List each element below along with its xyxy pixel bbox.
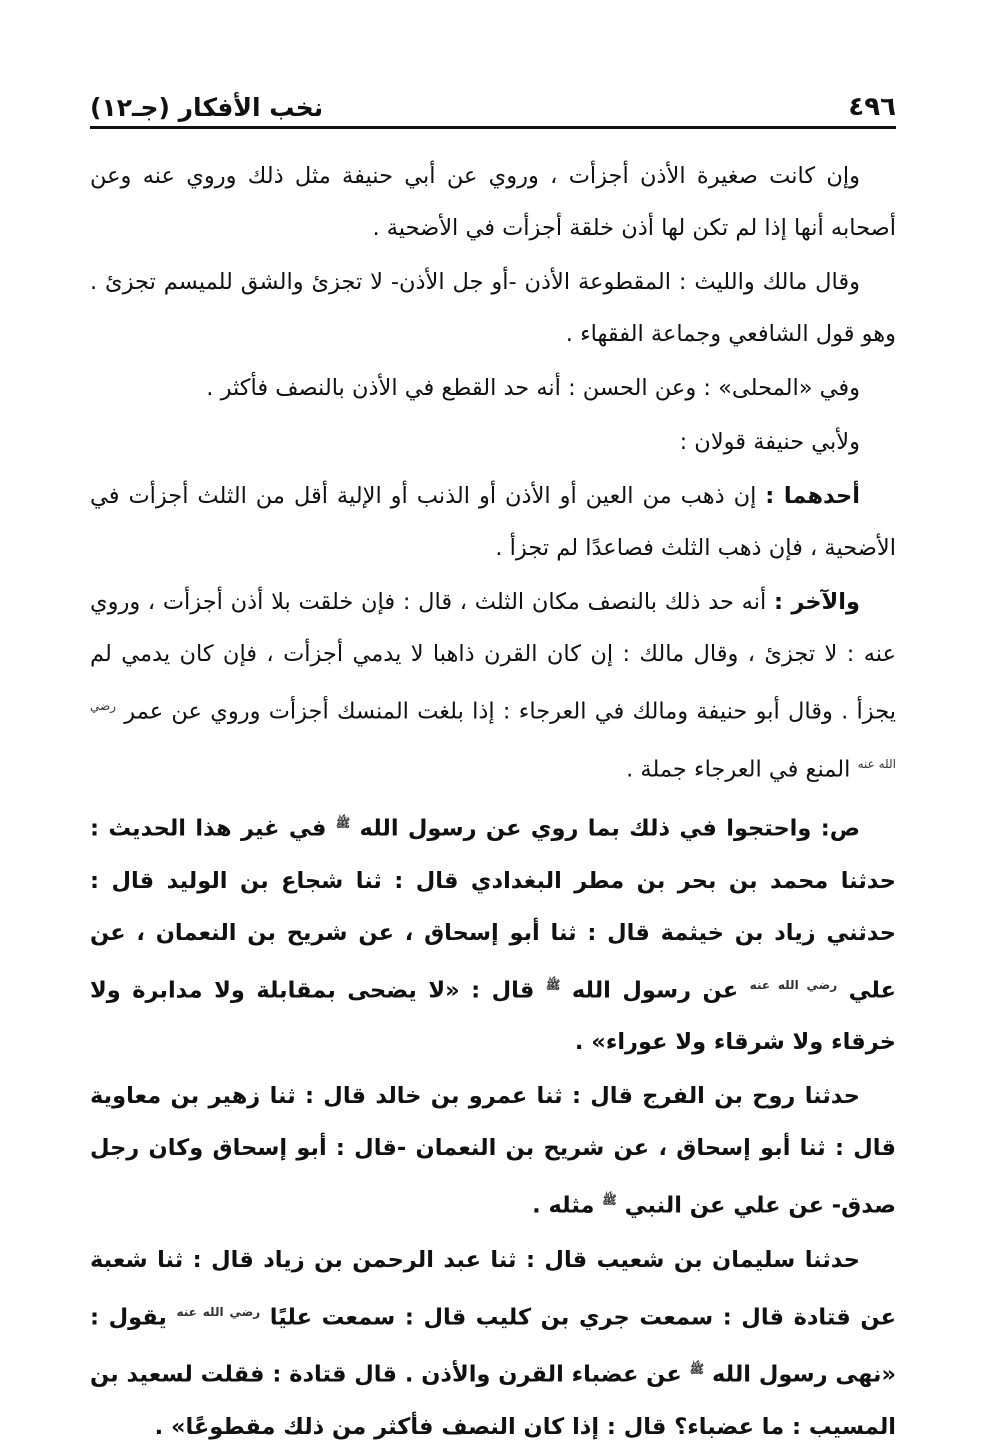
prophet-honorific-icon: ﷺ <box>545 977 561 992</box>
paragraph <box>90 150 896 254</box>
companion-honorific-icon: رضي الله عنه <box>749 977 838 992</box>
paragraph <box>90 470 896 574</box>
paragraph <box>90 416 896 468</box>
paragraph <box>90 797 896 1068</box>
companion-honorific-icon: رضي الله عنه <box>90 699 896 771</box>
paragraph <box>90 576 896 795</box>
paragraph-text: المنع في العرجاء جملة . <box>626 756 858 782</box>
book-title: نخب الأفكار (جـ١٢) <box>90 93 324 122</box>
page-number: ٤٩٦ <box>848 92 896 122</box>
paragraph-text: حدثنا سليمان بن شعيب قال : ثنا عبد الرحمن بن زياد قال : ثنا شعبة عن قتادة قال : سمعت جري بن كليب قال : سمعت عليًا <box>90 1246 897 1330</box>
paragraph-lead: أحدهما : <box>765 483 860 509</box>
prophet-honorific-icon: ﷺ <box>689 1362 705 1376</box>
companion-honorific-icon: رضي الله عنه <box>176 1304 261 1319</box>
prophet-honorific-icon: ﷺ <box>602 1193 617 1207</box>
paragraph-text: قال : «لا يضحى بمقابلة ولا مدابرة ولا خرقاء ولا شرقاء ولا عوراء» . <box>90 977 896 1055</box>
page-header <box>90 84 896 129</box>
paragraph <box>90 256 896 360</box>
paragraph-text: عن رسول الله <box>571 977 750 1003</box>
paragraph-lead: ص: <box>820 815 860 842</box>
paragraph <box>90 362 896 414</box>
paragraph-text: حدثنا روح بن الفرج قال : ثنا عمرو بن خالد قال : ثنا زهير بن معاوية قال : ثنا أبو إسحاق ، عن شريح بن النعمان -قال : أبو إسحاق وكان رجل صدق- عن علي عن النبي <box>90 1083 896 1219</box>
paragraph-text: ولأبي حنيفة قولان : <box>679 429 860 455</box>
page-body <box>90 150 896 1455</box>
paragraph <box>90 1234 896 1453</box>
paragraph-lead: والآخر : <box>773 589 860 615</box>
prophet-honorific-icon: ﷺ <box>335 816 351 830</box>
paragraph-text: عن عضباء القرن والأذن . قال قتادة : فقلت لسعيد بن المسيب : ما عضباء؟ قال : إذا كان النصف فأكثر من ذلك مقطوعًا» . <box>90 1361 896 1440</box>
paragraph-text: وفي «المحلى» : وعن الحسن : أنه حد القطع في الأذن بالنصف فأكثر . <box>206 375 860 401</box>
paragraph-text: يقول : «نهى رسول الله <box>90 1304 897 1388</box>
paragraph-text: وقال مالك والليث : المقطوعة الأذن -أو جل الأذن- لا تجزئ والشق للميسم تجزئ . وهو قول الشافعي وجماعة الفقهاء . <box>90 269 896 347</box>
paragraph-text: وإن كانت صغيرة الأذن أجزأت ، وروي عن أبي حنيفة مثل ذلك وروي عنه وعن أصحابه أنها إذا لم تكن لها أذن خلقة أجزأت في الأضحية . <box>90 163 896 241</box>
paragraph-text: أنه حد ذلك بالنصف مكان الثلث ، قال : فإن خلقت بلا أذن أجزأت ، وروي عنه : لا تجزئ ، وقال مالك : إن كان القرن ذاهبا لا يدمي أجزأت ، فإن كان يدمي لم يجزأ . وقال أبو حنيفة ومالك في العرجاء : إذا بلغت المنسك أجزأت وروي عن عمر <box>90 589 896 725</box>
paragraph-text: مثله . <box>532 1192 603 1219</box>
paragraph-text: واحتجوا في ذلك بما روي عن رسول الله <box>359 815 821 842</box>
paragraph <box>90 1070 896 1232</box>
paragraph-text: في غير هذا الحديث : حدثنا محمد بن بحر بن مطر البغدادي قال : ثنا شجاع بن الوليد قال : حدثني زياد بن خيثمة قال : ثنا أبو إسحاق ، عن شريح بن النعمان ، عن علي <box>90 815 896 1003</box>
paragraph-text: إن ذهب من العين أو الأذن أو الذنب أو الإلية أقل من الثلث أجزأت في الأضحية ، فإن ذهب الثلث فصاعدًا لم تجزأ . <box>90 483 896 561</box>
